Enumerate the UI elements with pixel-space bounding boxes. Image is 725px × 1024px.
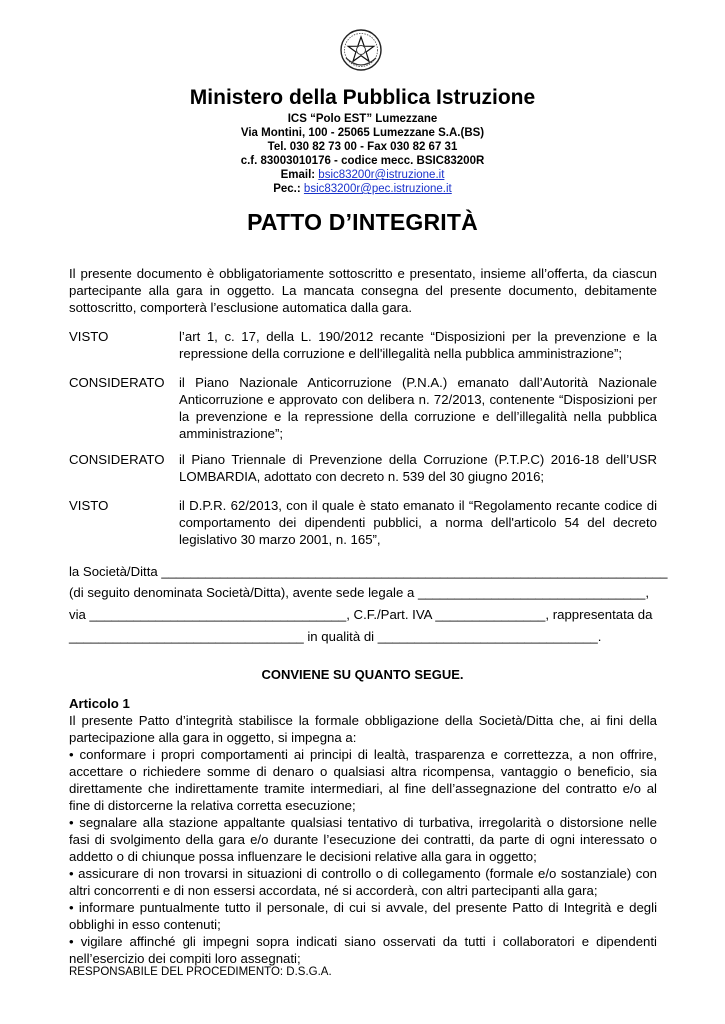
email-label: Email: — [280, 169, 316, 181]
pec-label: Pec.: — [273, 183, 301, 195]
form-line-seat: (di seguito denominata Società/Ditta), avente sede legale a _______________________________, — [69, 585, 649, 600]
article-item: • assicurare di non trovarsi in situazioni di controllo o di collegamento (formale e/o sostanziale) con altri concorrenti e di non essersi accordata, né si accorderà, con altri partecipanti alla gara; — [69, 866, 657, 898]
form-line-role: ________________________________ in qualità di ______________________________. — [69, 629, 602, 644]
premise-text: il D.P.R. 62/2013, con il quale è stato emanato il “Regolamento recante codice di comportamento dei dipendenti pubblici, a norma dell'articolo 54 del decreto legislativo 30 marzo 2001, n. 165”, — [179, 498, 657, 547]
premise-label: VISTO — [69, 329, 109, 344]
ministry-name: Ministero della Pubblica Istruzione — [189, 86, 536, 109]
school-address: Via Montini, 100 - 25065 Lumezzane S.A.(BS) — [240, 127, 485, 139]
article-body: Il presente Patto d’integrità stabilisce la formale obbligazione della Società/Ditta che, ai fini della partecipazione alla gara in oggetto, si impegna a: — [69, 713, 657, 745]
intro-paragraph: Il presente documento è obbligatoriamente sottoscritto e presentato, insieme all’offerta, da ciascun partecipante alla gara in oggetto. La mancata consegna del presente documento, debitamente sottoscritto, comporterà l’esclusione automatica dalla gara. — [69, 266, 657, 315]
article-title: Articolo 1 — [69, 696, 130, 711]
premise-label: VISTO — [69, 498, 109, 513]
email-row — [0, 168, 725, 183]
convene-heading: CONVIENE SU QUANTO SEGUE. — [261, 667, 464, 682]
email-link[interactable]: bsic83200r@istruzione.it — [318, 169, 445, 181]
premise-text: il Piano Triennale di Prevenzione della Corruzione (P.T.P.C) 2016-18 dell’USR LOMBARDIA, adottato con decreto n. 539 del 30 giugno 2016; — [179, 452, 657, 484]
school-phone: Tel. 030 82 73 00 - Fax 030 82 67 31 — [267, 141, 458, 153]
premise-label: CONSIDERATO — [69, 375, 165, 390]
article-item: • conformare i propri comportamenti ai principi di lealtà, trasparenza e correttezza, a non offrire, accettare o richiedere somme di denaro o qualsiasi altra ricompensa, vantaggio o beneficio, sia direttamente che indirettamente tramite intermediari, al fine dell’assegnazione del contratto e/o al fine di distorcerne la relativa corretta esecuzione; — [69, 747, 657, 813]
pec-row — [0, 182, 725, 197]
document-title: PATTO D’INTEGRITÀ — [247, 209, 478, 235]
premise-label: CONSIDERATO — [69, 452, 165, 467]
republic-emblem-icon — [339, 28, 383, 72]
premise-text: il Piano Nazionale Anticorruzione (P.N.A.) emanato dall’Autorità Nazionale Anticorruzione e approvato con delibera n. 72/2013, contenente “Disposizioni per la prevenzione e la repressione della corruzione e dell’illegalità nella pubblica amministrazione”; — [179, 375, 657, 441]
school-name: ICS “Polo EST” Lumezzane — [287, 113, 438, 125]
article-item: • informare puntualmente tutto il personale, di cui si avvale, del presente Patto di Integrità e degli obblighi in esso contenuti; — [69, 900, 657, 932]
article-item: • vigilare affinché gli impegni sopra indicati siano osservati da tutti i collaboratori e dipendenti nell’esercizio dei compiti loro assegnati; — [69, 934, 657, 966]
footer-responsible: RESPONSABILE DEL PROCEDIMENTO: D.S.G.A. — [69, 966, 332, 978]
premise-text: l’art 1, c. 17, della L. 190/2012 recante “Disposizioni per la prevenzione e la repressione della corruzione e dell'illegalità nella pubblica amministrazione”; — [179, 329, 657, 361]
form-line-company: la Società/Ditta _____________________________________________________________________ — [69, 564, 668, 579]
pec-link[interactable]: bsic83200r@pec.istruzione.it — [303, 183, 452, 195]
article-item: • segnalare alla stazione appaltante qualsiasi tentativo di turbativa, irregolarità o distorsione nelle fasi di svolgimento della gara e/o durante l’esecuzione dei contratti, da parte di ogni interessato o addetto o di chiunque possa influenzare le decisioni relative alla gara in oggetto; — [69, 815, 657, 864]
form-line-address: via ___________________________________, C.F./Part. IVA _______________, rappresentata da — [69, 607, 653, 622]
school-codes: c.f. 83003010176 - codice mecc. BSIC83200R — [240, 155, 485, 167]
